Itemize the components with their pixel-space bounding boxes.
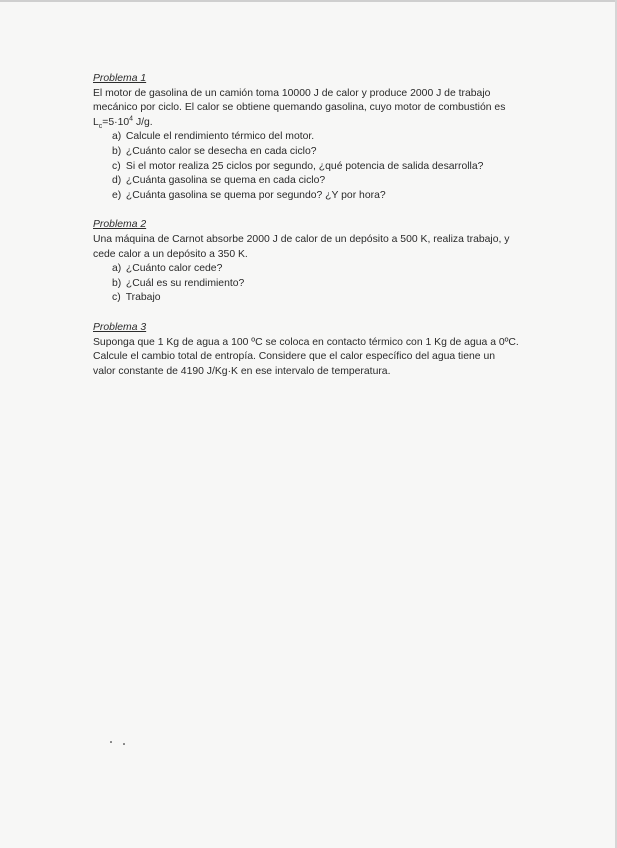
problem-3-line-3: valor constante de 4190 J/Kg·K en ese intervalo de temperatura. [93, 365, 391, 377]
problem-1-title: Problema 1 [93, 73, 147, 84]
problem-2 [93, 218, 533, 306]
question-label: c) [112, 292, 121, 304]
question-text: Trabajo [125, 292, 161, 304]
question-label: c) [112, 160, 121, 172]
question-text: ¿Cuánta gasolina se quema en cada ciclo? [125, 175, 326, 187]
question-text: ¿Cuánto calor cede? [125, 263, 223, 275]
question-text: Calcule el rendimiento térmico del motor. [125, 131, 315, 143]
problem-3 [93, 321, 533, 379]
lc-exponent: 4 [129, 115, 134, 123]
question-label: a) [112, 263, 122, 275]
question-item [112, 160, 533, 175]
question-item [112, 174, 533, 189]
problem-2-line-1: Una máquina de Carnot absorbe 2000 J de calor de un depósito a 500 K, realiza trabajo, y [93, 233, 510, 245]
question-text: ¿Cuánto calor se desecha en cada ciclo? [125, 145, 317, 157]
question-text: ¿Cuál es su rendimiento? [125, 277, 245, 289]
scan-speck [123, 743, 125, 745]
problem-1-lc-line [93, 116, 533, 131]
question-label: b) [112, 277, 122, 289]
lc-subscript: c [98, 122, 103, 130]
question-item [112, 130, 533, 145]
scan-speck [110, 741, 112, 743]
question-text: ¿Cuánta gasolina se quema por segundo? ¿Y por hora? [125, 189, 386, 201]
question-label: e) [112, 189, 122, 201]
problem-2-title: Problema 2 [93, 219, 147, 231]
problem-3-line-2: Calcule el cambio total de entropía. Considere que el calor específico del agua tiene un [93, 351, 496, 363]
lc-unit: J/g. [133, 116, 153, 128]
question-text: Si el motor realiza 25 ciclos por segundo, ¿qué potencia de salida desarrolla? [125, 160, 484, 172]
question-item [112, 277, 533, 292]
problem-1 [93, 72, 533, 203]
lc-value: =5·10 [102, 116, 130, 128]
problem-2-questions [93, 262, 533, 306]
problem-3-title: Problema 3 [93, 321, 147, 333]
problem-2-line-2: cede calor a un depósito a 350 K. [93, 248, 248, 260]
question-label: d) [112, 175, 122, 187]
question-label: b) [112, 145, 122, 157]
question-item [112, 189, 533, 204]
lc-symbol: L [93, 116, 99, 128]
question-label: a) [112, 131, 122, 143]
document-page [93, 72, 533, 394]
question-item [112, 145, 533, 160]
scan-edge-top [0, 0, 617, 2]
problem-1-line-1: El motor de gasolina de un camión toma 10000 J de calor y produce 2000 J de trabajo [93, 87, 491, 99]
question-item [112, 291, 533, 306]
problem-1-line-2: mecánico por ciclo. El calor se obtiene quemando gasolina, cuyo motor de combustión es [93, 102, 506, 114]
question-item [112, 262, 533, 277]
problem-3-line-1: Suponga que 1 Kg de agua a 100 ºC se coloca en contacto térmico con 1 Kg de agua a 0ºC. [93, 336, 519, 348]
problem-1-questions [93, 130, 533, 203]
